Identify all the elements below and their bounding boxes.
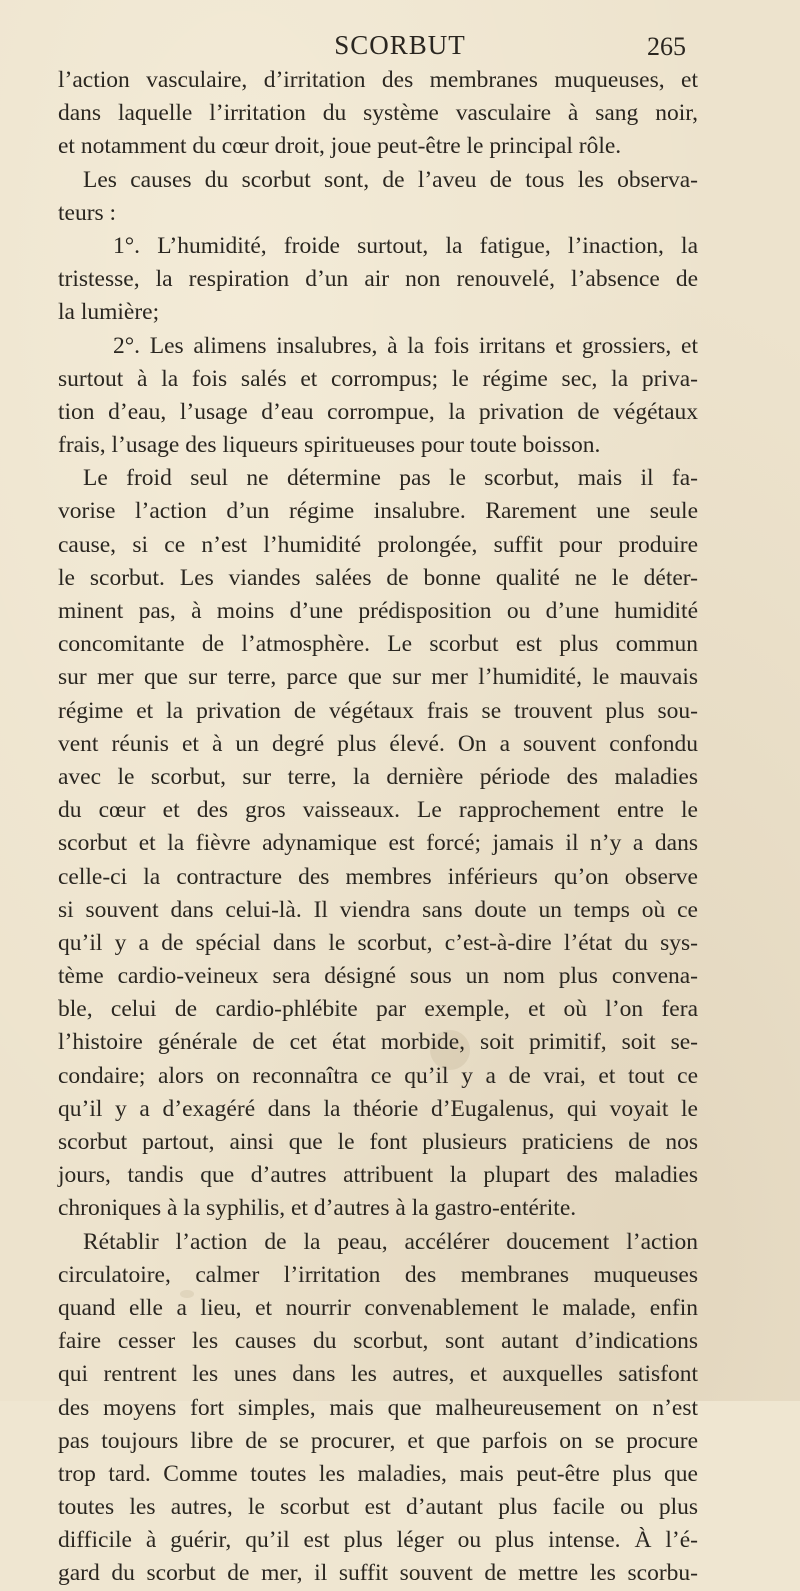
- text-line: concomitante de l’atmosphère. Le scorbut est plus commun: [58, 631, 698, 658]
- text-line: scorbut partout, ainsi que le font plusieurs praticiens de nos: [58, 1129, 698, 1155]
- text-line: tion d’eau, l’usage d’eau corrompue, la privation de végétaux: [58, 398, 698, 425]
- text-line: scorbut et la fièvre adynamique est forcé; jamais il n’y a dans: [58, 830, 698, 857]
- text-line: qu’il y a de spécial dans le scorbut, c’est-à-dire l’état du sys-: [58, 929, 698, 956]
- text-line: circulatoire, calmer l’irritation des membranes muqueuses: [58, 1261, 698, 1288]
- page-header: [0, 30, 800, 66]
- text-line: cause, si ce n’est l’humidité prolongée, suffit pour produire: [58, 531, 698, 558]
- text-line: surtout à la fois salés et corrompus; le régime sec, la priva-: [58, 365, 698, 392]
- text-line: minent pas, à moins d’une prédisposition ou d’une humidité: [58, 598, 698, 624]
- text-line: qui rentrent les unes dans les autres, et auxquelles satisfont: [58, 1361, 698, 1388]
- text-line: dans laquelle l’irritation du système vasculaire à sang noir,: [58, 100, 698, 127]
- text-line: avec le scorbut, sur terre, la dernière période des maladies: [58, 763, 698, 790]
- text-line: l’histoire générale de cet état morbide, soit primitif, soit se-: [58, 1029, 698, 1056]
- text-line: pas toujours libre de se procurer, et que parfois on se procure: [58, 1427, 698, 1454]
- text-line: quand elle a lieu, et nourrir convenablement le malade, enfin: [58, 1294, 698, 1321]
- page-number: 265: [647, 32, 686, 61]
- text-line: trop tard. Comme toutes les maladies, mais peut-être plus que: [58, 1460, 698, 1487]
- text-line: Le froid seul ne détermine pas le scorbut, mais il fa-: [83, 465, 698, 492]
- text-line: si souvent dans celui-là. Il viendra sans doute un temps où ce: [58, 896, 698, 923]
- text-line: du cœur et des gros vaisseaux. Le rapprochement entre le: [58, 797, 698, 824]
- text-line: 2°. Les alimens insalubres, à la fois irritans et grossiers, et: [113, 332, 698, 359]
- text-line: sur mer que sur terre, parce que sur mer l’humidité, le mauvais: [58, 664, 698, 691]
- text-line: frais, l’usage des liqueurs spiritueuses pour toute boisson.: [58, 432, 601, 459]
- text-line: régime et la privation de végétaux frais se trouvent plus sou-: [58, 697, 698, 724]
- text-line: jours, tandis que d’autres attribuent la plupart des maladies: [58, 1162, 698, 1189]
- text-line: tristesse, la respiration d’un air non renouvelé, l’absence de: [58, 266, 698, 293]
- text-line: condaire; alors on reconnaîtra ce qu’il y a de vrai, et tout ce: [58, 1062, 698, 1089]
- text-line: vorise l’action d’un régime insalubre. Rarement une seule: [58, 498, 698, 525]
- running-title: SCORBUT: [334, 30, 466, 60]
- text-line: et notamment du cœur droit, joue peut-être le principal rôle.: [58, 133, 622, 160]
- text-line: faire cesser les causes du scorbut, sont autant d’indications: [58, 1328, 698, 1355]
- text-line: 1°. L’humidité, froide surtout, la fatigue, l’inaction, la: [113, 232, 698, 259]
- text-line: difficile à guérir, qu’il est plus léger ou plus intense. À l’é-: [58, 1527, 698, 1554]
- text-line: toutes les autres, le scorbut est d’autant plus facile ou plus: [58, 1494, 698, 1521]
- text-line: tème cardio-veineux sera désigné sous un nom plus convena-: [58, 963, 698, 990]
- text-line: celle-ci la contracture des membres inférieurs qu’on observe: [58, 863, 698, 890]
- text-line: teurs :: [58, 199, 117, 226]
- body-text: [58, 64, 698, 1591]
- text-line: des moyens fort simples, mais que malheureusement on n’est: [58, 1394, 698, 1421]
- text-line: la lumière;: [58, 299, 160, 326]
- text-line: qu’il y a d’exagéré dans la théorie d’Eugalenus, qui voyait le: [58, 1095, 698, 1122]
- text-line: vent réunis et à un degré plus élevé. On a souvent confondu: [58, 730, 698, 757]
- text-line: Les causes du scorbut sont, de l’aveu de tous les observa-: [83, 166, 698, 193]
- text-line: gard du scorbut de mer, il suffit souvent de mettre les scorbu-: [58, 1560, 698, 1587]
- text-line: le scorbut. Les viandes salées de bonne qualité ne le déter-: [58, 564, 698, 591]
- text-line: l’action vasculaire, d’irritation des membranes muqueuses, et: [58, 67, 698, 93]
- text-line: chroniques à la syphilis, et d’autres à la gastro-entérite.: [58, 1195, 577, 1222]
- text-line: ble, celui de cardio-phlébite par exemple, et où l’on fera: [58, 996, 698, 1023]
- text-line: Rétablir l’action de la peau, accélérer doucement l’action: [83, 1228, 698, 1255]
